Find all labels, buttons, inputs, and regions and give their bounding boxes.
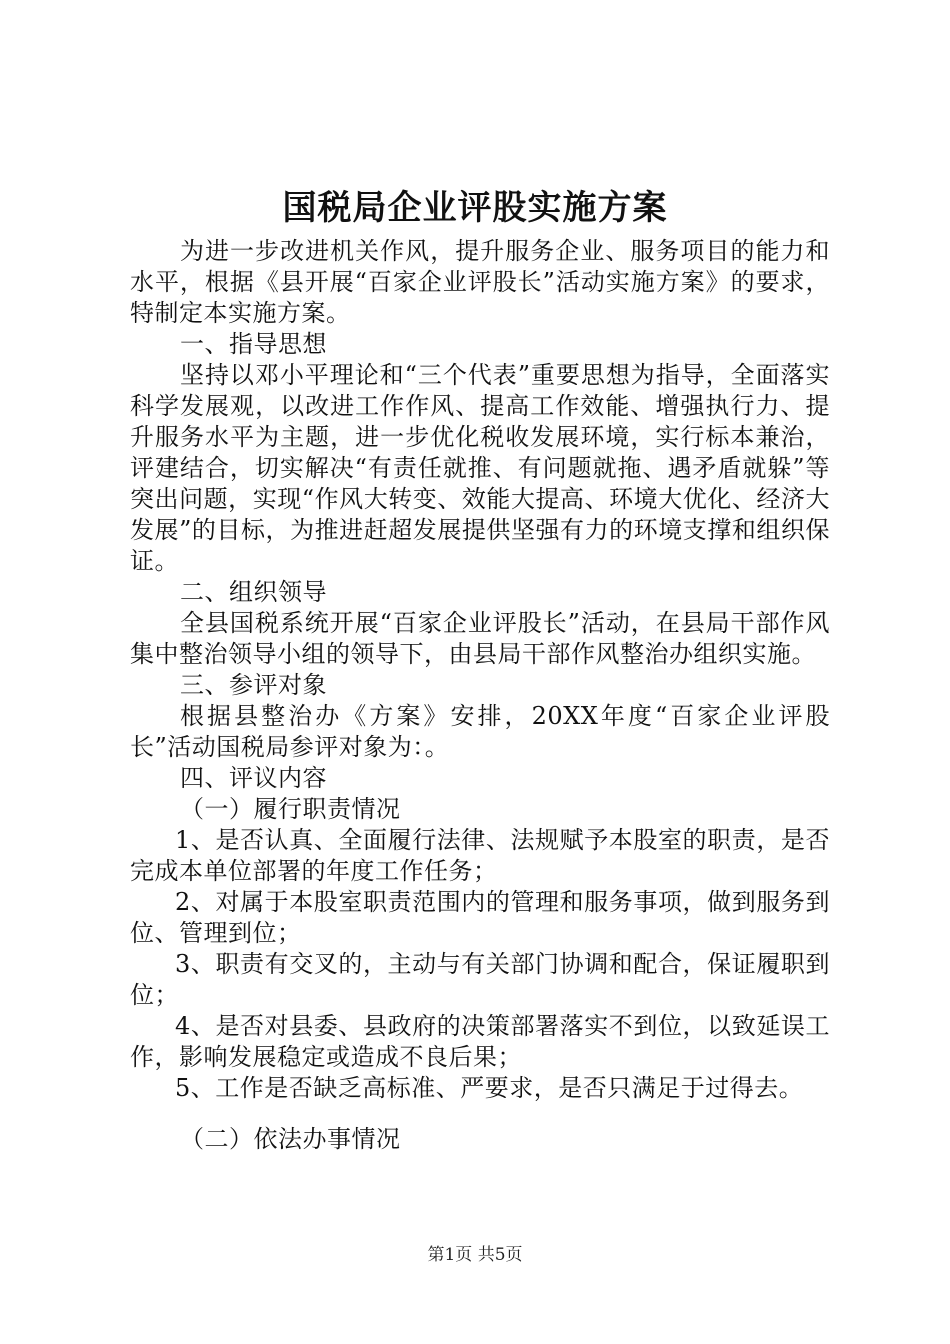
- section-heading-evaluation-content: 四、评议内容: [180, 764, 327, 792]
- subsection-heading-duties: （一）履行职责情况: [180, 795, 401, 823]
- subsection-heading-lawful-conduct: （二）依法办事情况: [180, 1125, 401, 1153]
- duty-item-4: 4、是否对县委、县政府的决策部署落实不到位，以致延误工作，影响发展稳定或造成不良后果；: [130, 1012, 830, 1071]
- section-heading-organization: 二、组织领导: [180, 578, 327, 606]
- section-heading-guiding-thought: 一、指导思想: [180, 330, 327, 358]
- page-footer: 第1页 共5页: [427, 1245, 523, 1265]
- paragraph-gap: [130, 1104, 830, 1124]
- duty-item-2: 2、对属于本股室职责范围内的管理和服务事项，做到服务到位、管理到位；: [130, 888, 830, 947]
- intro-paragraph: 为进一步改进机关作风，提升服务企业、服务项目的能力和水平，根据《县开展“百家企业评股长”活动实施方案》的要求，特制定本实施方案。: [130, 237, 830, 327]
- duty-item-3: 3、职责有交叉的，主动与有关部门协调和配合，保证履职到位；: [130, 950, 830, 1009]
- document-body: [130, 236, 830, 1155]
- guiding-thought-paragraph: 坚持以邓小平理论和“三个代表”重要思想为指导，全面落实科学发展观，以改进工作作风、提高工作效能、增强执行力、提升服务水平为主题，进一步优化税收发展环境，实行标本兼治，评建结合，切实解决“有责任就推、有问题就拖、遇矛盾就躲”等突出问题，实现“作风大转变、效能大提高、环境大优化、经济大发展”的目标，为推进赶超发展提供坚强有力的环境支撑和组织保证。: [130, 361, 830, 575]
- duty-item-1: 1、是否认真、全面履行法律、法规赋予本股室的职责，是否完成本单位部署的年度工作任务；: [130, 826, 830, 885]
- section-heading-participants: 三、参评对象: [180, 671, 327, 699]
- document-title: 国税局企业评股实施方案: [282, 188, 668, 228]
- organization-paragraph: 全县国税系统开展“百家企业评股长”活动，在县局干部作风集中整治领导小组的领导下，由县局干部作风整治办组织实施。: [130, 609, 830, 668]
- participants-paragraph: 根据县整治办《方案》安排，20XX年度“百家企业评股长”活动国税局参评对象为：。: [130, 702, 830, 761]
- duty-item-5: 5、工作是否缺乏高标准、严要求，是否只满足于过得去。: [175, 1074, 804, 1102]
